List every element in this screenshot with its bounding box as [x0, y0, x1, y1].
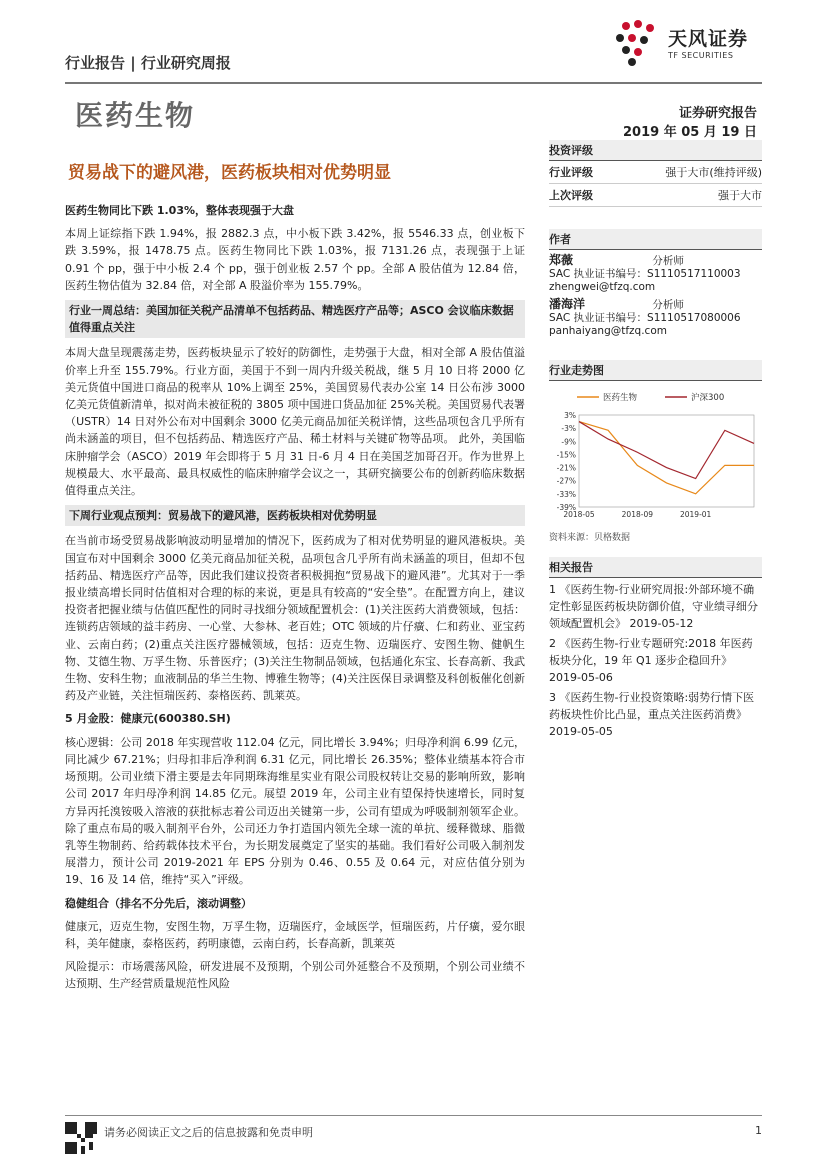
- author-name: 潘海洋: [549, 297, 586, 311]
- rating-row: [549, 184, 762, 207]
- related-report[interactable]: 1 《医药生物-行业研究周报:外部环境不确定性彰显医药板块防御价值，守业绩寻细分领域配置机会》 2019-05-12: [549, 583, 758, 630]
- section-paragraph: 在当前市场受贸易战影响波动明显增加的情况下，医药成为了相对优势明显的避风港板块。美国宣布对中国剩余 3000 亿美元商品加征关税，品项包含几乎所有尚未涵盖的项目，但却不包括药品、精选医疗产品等，因此我们建议投资者积极拥抱“贸易战下的避风港”。尤其对于一季报业绩高增长同时估值相对合理的标的来说，更是具有较高的“安全垫”。在配置方向上，建议投资者把握业绩与估值匹配性的同时寻找细分领域配置机会：(1)关注医药大消费领域，包括：连锁药店领域的益丰药房、一心堂、大参林、老百姓；OTC 领域的片仔癀、仁和药业、亚宝药业、云南白药；(2)重点关注医疗器械领域，包括：迈克生物、迈瑞医疗、安图生物、健帆生物、艾德生物、万孚生物、乐普医疗；(3)关注生物制品领域，包括通化东宝、长春高新、我武生物、安科生物；血液制品的华兰生物、博雅生物等；(4)关注医保目录调整及科创板催化创新药及产业链，关注恒瑞医药、泰格医药、凯莱英。: [65, 534, 525, 703]
- author-role: 分析师: [652, 299, 684, 311]
- company-logo: [612, 18, 762, 70]
- series-line: [579, 422, 754, 479]
- rating-heading: 投资评级: [549, 140, 762, 161]
- x-tick-label: 2019-01: [679, 510, 712, 519]
- report-date: 2019 年 05 月 19 日: [623, 125, 757, 140]
- author-card: [549, 254, 762, 294]
- rating-key: 行业评级: [549, 166, 593, 179]
- section-risk: [65, 958, 525, 992]
- section-heading: 行业一周总结：美国加征关税产品清单不包括药品、精选医疗产品等；ASCO 会议临床数据值得重点关注: [65, 300, 525, 338]
- section-paragraph: 本周大盘呈现震荡走势，医药板块显示了较好的防御性，走势强于大盘，相对全部 A 股估值溢价率上升至 155.79%。行业方面，美国于不到一周内升级关税战，继 5 月 10 日将 2000 亿美元货值中国进口商品的税率从 10%上调至 25%，美国贸易代表办公室 14 日公布涉 3000 亿美元货值新清单，拟对尚未被征税的 3805 项中国进口货品加征 25%关税。美国贸易代表署（USTR）14 日对外公布对中国剩余 3000 亿美元商品加征关税详情，这些品项包含几乎所有尚未涵盖的项目，但不包括药品、精选医疗产品、稀土材料与关键矿物等品项。 此外，美国临床肿瘤学会（ASCO）2019 年会即将于 5 月 31 日-6 月 4 日在美国芝加哥召开。作为世界上规模最大、水平最高、最具权威性的临床肿瘤学会议之一，其研究摘要公布的创新药临床数据值得重点关注。: [65, 346, 525, 498]
- legend-label: 沪深300: [691, 393, 725, 403]
- x-tick-label: 2018-09: [621, 510, 654, 519]
- report-type: 证券研究报告: [678, 106, 757, 121]
- chart-source: 资料来源：贝格数据: [549, 533, 631, 543]
- x-tick-label: 2018-05: [563, 510, 595, 519]
- section-summary: [65, 202, 525, 294]
- author-sac: SAC 执业证书编号：S1110517110003: [549, 268, 741, 280]
- author-email[interactable]: panhaiyang@tfzq.com: [549, 325, 667, 337]
- sector-name: 医药生物: [75, 99, 196, 132]
- section-heading: 5 月金股：健康元(600380.SH): [65, 712, 231, 726]
- section-paragraph: 核心逻辑：公司 2018 年实现营收 112.04 亿元，同比增长 3.94%；归母净利润 6.99 亿元，同比减少 67.21%；归母扣非后净利润 6.31 亿元，同比增长 26.35%；整体业绩基本符合市场预期。公司业绩下滑主要是去年同期珠海维星实业有限公司股权转让交易的影响所致，影响公司 2017 年归母净利润 14.85 亿元。展望 2019 年，公司主业有望保持快速增长，同时复方异丙托溴铵吸入溶液的获批标志着公司迈出关键第一步，公司有望成为呼吸制剂领军企业。除了重点布局的吸入制剂平台外，公司还力争打造国内领先全球一流的单抗、缓释微球、脂微乳等生物制药、给药载体技术平台，为长期发展奠定了坚实的基础。我们看好公司吸入制剂发展潜力，预计公司 2019-2021 年 EPS 分别为 0.46、0.55 及 0.64 元，对应估值分别为 19、16 及 14 倍，维持“买入”评级。: [65, 735, 525, 887]
- qr-code-icon: [65, 1122, 97, 1154]
- sidebar: [549, 140, 762, 740]
- section-golden-stock: [65, 710, 525, 888]
- trend-chart-svg: [549, 385, 762, 525]
- y-tick-label: -21%: [556, 463, 576, 473]
- trend-chart: [549, 385, 762, 528]
- author-card: [549, 298, 762, 338]
- legend-label: 医药生物: [603, 393, 638, 403]
- logo-mark-icon: [612, 18, 666, 70]
- rating-key: 上次评级: [549, 189, 593, 202]
- y-tick-label: -3%: [561, 424, 576, 434]
- rating-value: 强于大市(维持评级): [665, 166, 762, 179]
- section-heading: 稳健组合（排名不分先后，滚动调整）: [65, 896, 252, 910]
- y-tick-label: -9%: [561, 437, 576, 447]
- related-report[interactable]: 2 《医药生物-行业专题研究:2018 年医药板块分化，19 年 Q1 逐步企稳回升》 2019-05-06: [549, 637, 753, 684]
- series-line: [579, 422, 754, 494]
- section-heading: 下周行业观点预判：贸易战下的避风港，医药板块相对优势明显: [65, 505, 525, 526]
- section-heading: 医药生物同比下跌 1.03%，整体表现强于大盘: [65, 204, 294, 217]
- y-tick-label: -27%: [556, 476, 576, 486]
- header-divider: [65, 82, 762, 84]
- related-report[interactable]: 3 《医药生物-行业投资策略:弱势行情下医药板块性价比凸显，重点关注医药消费》 2019-05-05: [549, 691, 755, 738]
- rating-value: 强于大市: [718, 189, 762, 202]
- main-content: [65, 196, 525, 999]
- author-heading: 作者: [549, 229, 762, 250]
- page-number: 1: [755, 1124, 762, 1137]
- section-paragraph: 健康元，迈克生物，安图生物，万孚生物，迈瑞医疗，金域医学，恒瑞医药，片仔癀，爱尔眼科，美年健康，泰格医药，药明康德，云南白药，长春高新，凯莱英: [65, 919, 525, 950]
- author-name: 郑薇: [549, 253, 574, 267]
- logo-text: 天风证券: [668, 28, 749, 50]
- y-tick-label: -33%: [556, 489, 576, 499]
- risk-paragraph: 风险提示：市场震荡风险，研发进展不及预期，个别公司外延整合不及预期，个别公司业绩不达预期、生产经营质量规范性风险: [65, 960, 525, 991]
- y-tick-label: 3%: [564, 411, 576, 420]
- author-email[interactable]: zhengwei@tfzq.com: [549, 281, 656, 293]
- report-category: 行业报告 | 行业研究周报: [65, 54, 231, 72]
- chart-frame: [579, 415, 754, 507]
- section-paragraph: 本周上证综指下跌 1.94%，报 2882.3 点，中小板下跌 3.42%，报 5546.33 点，创业板下跌 3.59%，报 1478.75 点。医药生物同比下跌 1.03%，报 7131.26 点，表现强于上证 0.91 个 pp，强于中小板 2.4 个 pp，强于创业板 2.57 个 pp。全部 A 股估值为 12.84 倍，医药生物估值为 32.84 倍，对全部 A 股溢价率为 155.79%。: [65, 227, 525, 292]
- y-tick-label: -15%: [556, 450, 576, 460]
- section-outlook: [65, 505, 525, 704]
- report-title: 贸易战下的避风港，医药板块相对优势明显: [68, 163, 391, 183]
- author-role: 分析师: [652, 255, 684, 267]
- logo-subtext: TF SECURITIES: [668, 51, 734, 60]
- trend-heading: 行业走势图: [549, 360, 762, 381]
- footer-disclaimer: 请务必阅读正文之后的信息披露和免责申明: [104, 1126, 313, 1139]
- footer-divider: [65, 1115, 762, 1116]
- y-tick-label: -39%: [556, 503, 576, 512]
- rating-row: [549, 161, 762, 184]
- section-portfolio: [65, 895, 525, 953]
- author-sac: SAC 执业证书编号：S1110517080006: [549, 312, 741, 324]
- section-weekly: [65, 300, 525, 499]
- related-heading: 相关报告: [549, 557, 762, 578]
